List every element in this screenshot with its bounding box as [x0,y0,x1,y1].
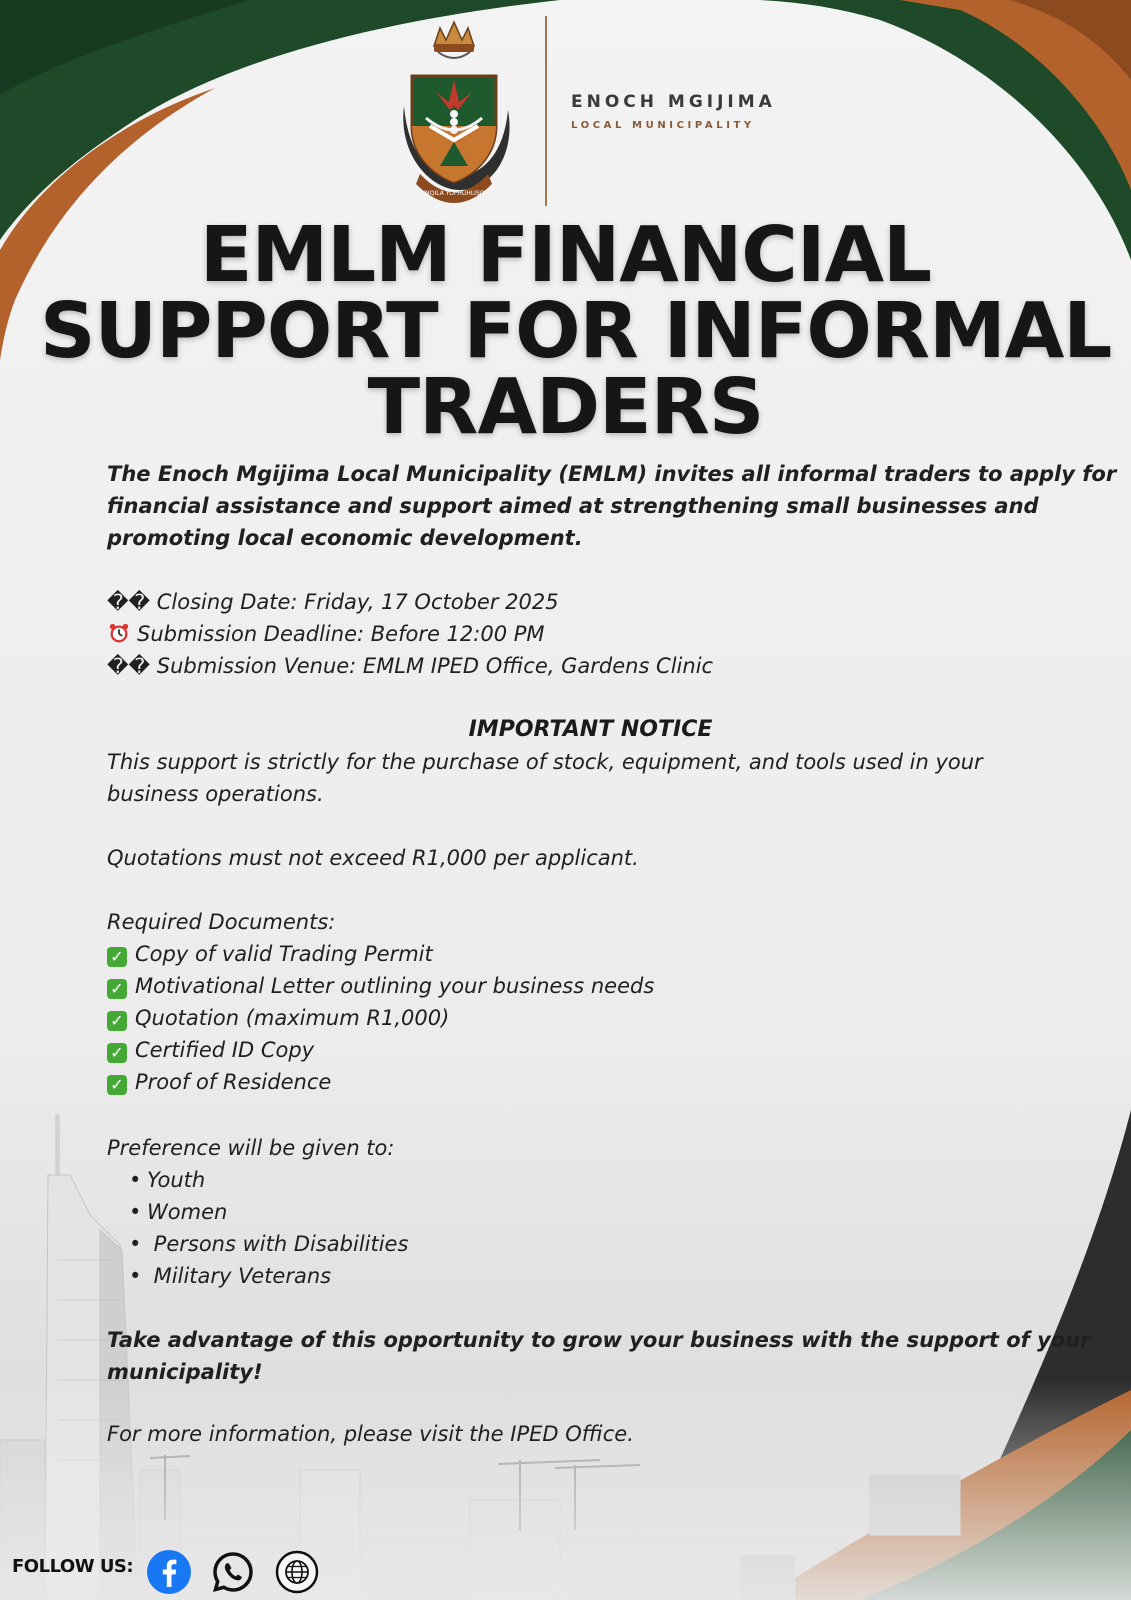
preference-item [107,1196,408,1228]
notice-line-1: This support is strictly for the purchase of stock, equipment, and tools used in your [107,750,983,774]
preference-item-label: Youth [147,1168,206,1192]
document-item [107,1002,654,1034]
preference-item [107,1164,408,1196]
required-documents [107,906,654,1098]
title-line-3: TRADERS [367,363,764,452]
organization-subtitle: LOCAL MUNICIPALITY [571,120,755,131]
whatsapp-icon[interactable] [210,1549,256,1595]
preference-list [107,1164,408,1292]
preference-heading: Preference will be given to: [107,1136,395,1160]
submission-venue-text: Submission Venue: EMLM IPED Office, Gardens Clinic [156,654,714,678]
closing-line-1: Take advantage of this opportunity to grow your business with the support of your [107,1328,1091,1352]
notice-line-2: business operations. [107,782,324,806]
follow-us-label: FOLLOW US: [12,1556,134,1577]
intro-line-2: financial assistance and support aimed at strengthening small businesses and [107,494,1039,518]
document-item [107,938,654,970]
submission-deadline-text: Submission Deadline: Before 12:00 PM [137,622,545,646]
title-line-1: EMLM FINANCIAL [199,211,932,300]
logo-divider [545,16,547,206]
check-mark-icon: ✓ [107,947,127,967]
preference-item [107,1260,408,1292]
unknown-emoji-icon: �� [107,654,151,678]
intro-paragraph [107,458,1116,554]
page-title [40,211,1112,452]
document-item [107,1066,654,1098]
preference-section [107,1132,408,1292]
preference-item-label: Military Veterans [147,1264,332,1288]
document-item [107,970,654,1002]
document-item [107,1034,654,1066]
check-mark-icon: ✓ [107,979,127,999]
check-mark-icon: ✓ [107,1043,127,1063]
check-mark-icon: ✓ [107,1075,127,1095]
document-item-label: Copy of valid Trading Permit [135,942,433,966]
intro-line-3: promoting local economic development. [107,526,583,550]
document-item-label: Certified ID Copy [135,1038,315,1062]
key-details [107,586,713,682]
municipality-crest-logo [390,14,518,206]
closing-date-row [107,586,713,618]
svg-text:INQILA YOPHUHLISO: INQILA YOPHUHLISO [423,190,485,197]
important-notice-heading: IMPORTANT NOTICE [468,717,713,742]
alarm-clock-icon [107,622,131,644]
notice-body [107,746,983,810]
document-item-label: Motivational Letter outlining your business needs [135,974,655,998]
intro-line-1: The Enoch Mgijima Local Municipality (EMLM) invites all informal traders to apply for [107,462,1117,486]
document-item-label: Proof of Residence [135,1070,332,1094]
preference-item-label: Women [147,1200,228,1224]
organization-name: ENOCH MGIJIMA [571,92,776,112]
more-information: For more information, please visit the IPED Office. [107,1422,634,1446]
preference-item [107,1228,408,1260]
preference-item-label: Persons with Disabilities [147,1232,409,1256]
unknown-emoji-icon: �� [107,590,151,614]
submission-deadline-row [107,618,713,650]
facebook-icon[interactable] [146,1549,192,1595]
quotation-limit: Quotations must not exceed R1,000 per applicant. [107,846,639,870]
document-item-label: Quotation (maximum R1,000) [135,1006,450,1030]
closing-line-2: municipality! [107,1360,263,1384]
required-documents-heading: Required Documents: [107,910,336,934]
globe-icon[interactable] [274,1549,320,1595]
submission-venue-row [107,650,713,682]
closing-call-to-action [107,1324,1091,1388]
closing-date-text: Closing Date: Friday, 17 October 2025 [156,590,559,614]
check-mark-icon: ✓ [107,1011,127,1031]
title-line-2: SUPPORT FOR INFORMAL [40,287,1112,376]
